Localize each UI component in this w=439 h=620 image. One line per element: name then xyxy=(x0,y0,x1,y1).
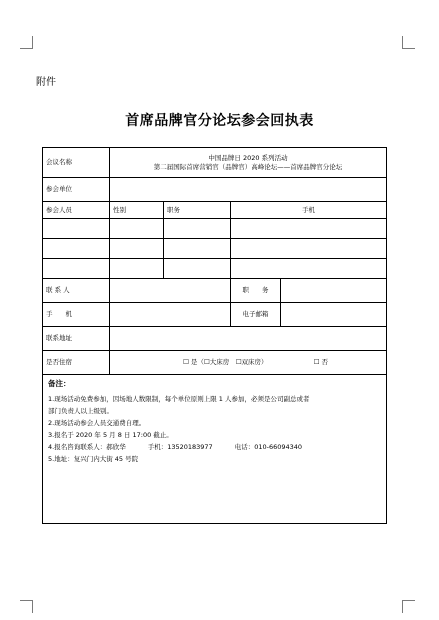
meeting-label: 会议名称 xyxy=(43,148,110,178)
note-item-1b: 部门负责人以上级别。 xyxy=(48,407,113,416)
note-tel: 电话：010-66094340 xyxy=(234,443,303,452)
notes-cell xyxy=(43,375,387,524)
attendee-position-cell[interactable] xyxy=(164,239,231,259)
note-item-4 xyxy=(48,441,381,453)
attendee-label: 参会人员 xyxy=(43,202,110,219)
meeting-name-line1: 中国品牌日 2020 系列活动 xyxy=(208,154,288,163)
phone-label: 手机 xyxy=(231,202,387,219)
attendee-gender-cell[interactable] xyxy=(110,239,164,259)
note-item-2: 2.现场活动参会人员交通费自理。 xyxy=(48,419,146,428)
notes-row xyxy=(43,375,387,524)
mobile-row xyxy=(43,303,387,327)
attendee-row xyxy=(43,219,387,239)
crop-mark-top-left xyxy=(20,36,33,49)
note-item-3: 3.报名于 2020 年 5 月 8 日 17:00 截止。 xyxy=(48,431,173,440)
mobile-input-cell[interactable] xyxy=(110,303,231,327)
crop-mark-bottom-left xyxy=(20,600,33,613)
address-row xyxy=(43,327,387,351)
contact-position-label: 职 务 xyxy=(231,279,281,303)
crop-mark-top-right xyxy=(402,36,415,49)
mobile-label: 手 机 xyxy=(43,303,110,327)
address-label: 联系地址 xyxy=(43,327,110,351)
notes-title: 备注： xyxy=(48,379,71,388)
contact-position-input-cell[interactable] xyxy=(281,279,387,303)
lodging-row xyxy=(43,351,387,375)
meeting-name xyxy=(110,148,387,178)
email-label: 电子邮箱 xyxy=(231,303,281,327)
lodging-yes-option[interactable]: ☐ 是（☐大床房 ☐双床房） xyxy=(183,358,268,367)
note-mobile: 手机：13520183977 xyxy=(147,443,213,452)
lodging-label: 是否住宿 xyxy=(43,351,110,375)
unit-input-cell[interactable] xyxy=(110,178,387,202)
crop-mark-bottom-right xyxy=(402,600,415,613)
meeting-name-line2: 第二届国际首席营销官（品牌官）高峰论坛——首席品牌官分论坛 xyxy=(153,162,343,171)
attendee-name-cell[interactable] xyxy=(43,259,110,279)
attendee-row xyxy=(43,259,387,279)
note-item-5: 5.地址：复兴门内大街 45 号院 xyxy=(48,455,139,464)
unit-row xyxy=(43,178,387,202)
page-title: 首席品牌官分论坛参会回执表 xyxy=(125,113,314,129)
email-input-cell[interactable] xyxy=(281,303,387,327)
lodging-options xyxy=(110,351,387,375)
address-input-cell[interactable] xyxy=(110,327,387,351)
meeting-row xyxy=(43,148,387,178)
contact-input-cell[interactable] xyxy=(110,279,231,303)
attendee-header-row xyxy=(43,202,387,219)
attachment-label: 附件 xyxy=(36,77,56,88)
gender-label: 性别 xyxy=(110,202,164,219)
position-label: 职务 xyxy=(164,202,231,219)
note-contact: 4.报名咨询联系人：郝欣华 xyxy=(48,443,126,452)
attendee-phone-cell[interactable] xyxy=(231,239,387,259)
attendee-name-cell[interactable] xyxy=(43,239,110,259)
attendee-row xyxy=(43,239,387,259)
attendee-gender-cell[interactable] xyxy=(110,219,164,239)
registration-form-table xyxy=(42,147,387,524)
attendee-gender-cell[interactable] xyxy=(110,259,164,279)
unit-label: 参会单位 xyxy=(43,178,110,202)
attendee-name-cell[interactable] xyxy=(43,219,110,239)
note-item-1a: 1.现场活动免费参加，因场地人数限制，每个单位原则上限 1 人参加，必须是公司副总或者 xyxy=(48,395,310,404)
attendee-position-cell[interactable] xyxy=(164,259,231,279)
attendee-phone-cell[interactable] xyxy=(231,259,387,279)
attendee-phone-cell[interactable] xyxy=(231,219,387,239)
contact-row xyxy=(43,279,387,303)
lodging-no-option[interactable]: ☐ 否 xyxy=(313,358,329,367)
contact-label: 联 系 人 xyxy=(43,279,110,303)
attendee-position-cell[interactable] xyxy=(164,219,231,239)
